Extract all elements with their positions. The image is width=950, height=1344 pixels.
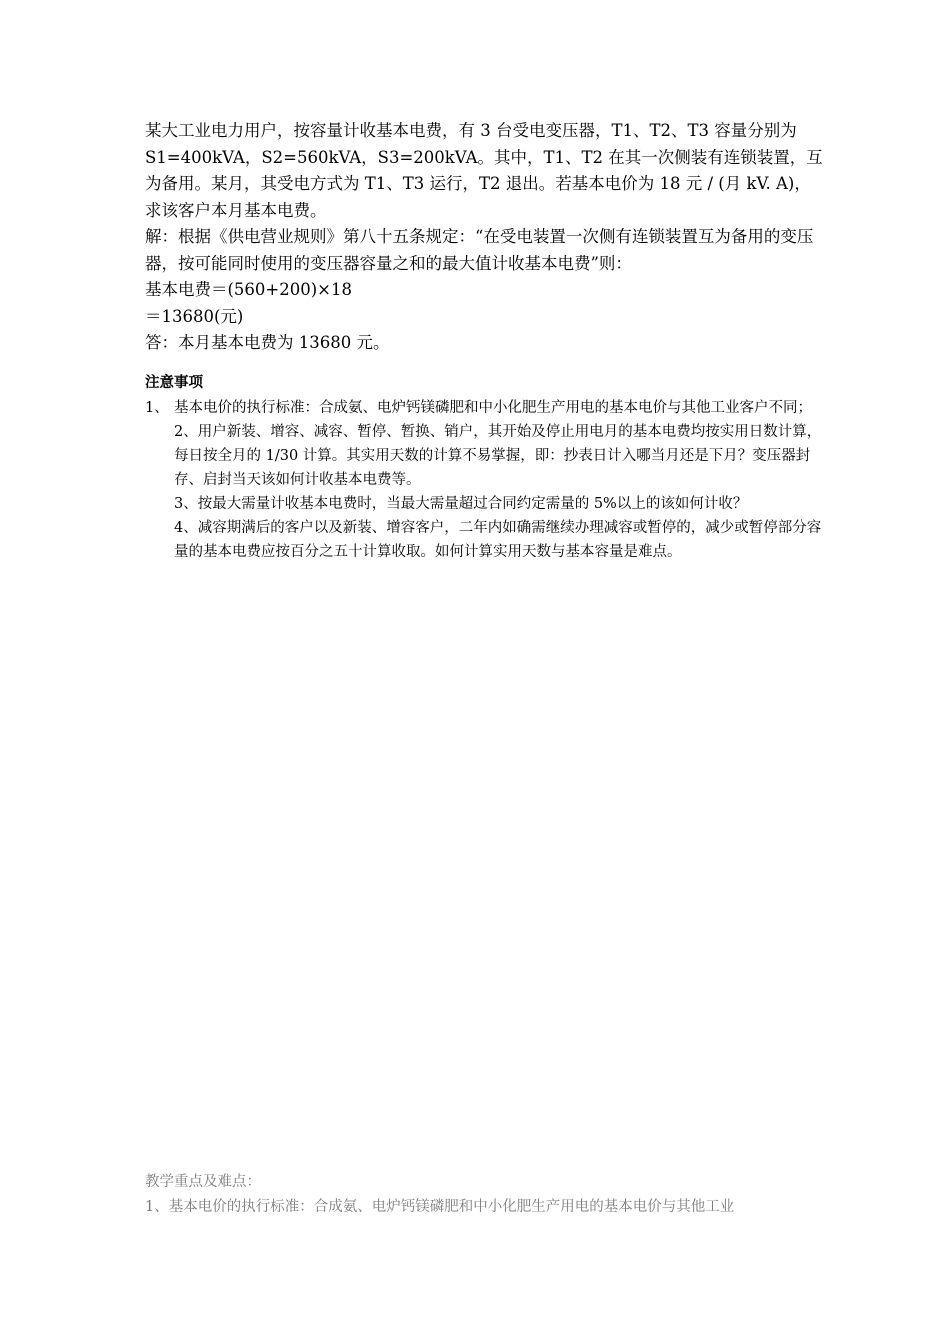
problem-section [145, 118, 825, 357]
note-text: 4、减容期满后的客户以及新装、增容客户，二年内如确需继续办理减容或暂停的，减少或暂停部分容量的基本电费应按百分之五十计算收取。如何计算实用天数与基本容量是难点。 [174, 520, 822, 560]
note-item-1 [145, 396, 825, 420]
problem-statement: 某大工业电力用户，按容量计收基本电费，有 3 台受电变压器，T1、T2、T3 容量分别为 S1=400kVA，S2=560kVA，S3=200kVA。其中，T1、T2 在其一次侧装有连锁装置，互为备用。某月，其受电方式为 T1、T3 运行，T2 退出。若基本电价为 18 元 / (月 kV. A)，求该客户本月基本电费。 [145, 121, 823, 220]
footer-heading: 教学重点及难点： [145, 1174, 261, 1190]
footer-line: 1、基本电价的执行标准：合成氨、电炉钙镁磷肥和中小化肥生产用电的基本电价与其他工业 [145, 1199, 735, 1215]
note-text: 2、用户新装、增容、减容、暂停、暂换、销户，其开始及停止用电月的基本电费均按实用日数计算，每日按全月的 1/30 计算。其实用天数的计算不易掌握，即：抄表日计入哪当月还是下月？变压器封存、启封当天该如何计收基本电费等。 [174, 424, 822, 488]
note-number: 1、 [145, 400, 169, 416]
answer-line: 答：本月基本电费为 13680 元。 [145, 333, 390, 352]
formula-line: 基本电费＝(560+200)×18 [145, 280, 353, 299]
note-item-4 [145, 516, 825, 564]
note-item-3 [145, 492, 825, 516]
notes-title: 注意事项 [145, 374, 203, 391]
note-item-2 [145, 420, 825, 492]
note-text: 3、按最大需量计收基本电费时，当最大需量超过合同约定需量的 5%以上的该如何计收？ [174, 496, 748, 512]
footer-section [145, 1170, 825, 1220]
notes-list [145, 396, 825, 564]
note-text: 基本电价的执行标准：合成氨、电炉钙镁磷肥和中小化肥生产用电的基本电价与其他工业客户不同； [174, 400, 812, 416]
solution-text: 解：根据《供电营业规则》第八十五条规定：“在受电装置一次侧有连锁装置互为备用的变压器，按可能同时使用的变压器容量之和的最大值计收基本电费”则： [145, 227, 814, 273]
result-line: ＝13680(元) [145, 306, 244, 326]
